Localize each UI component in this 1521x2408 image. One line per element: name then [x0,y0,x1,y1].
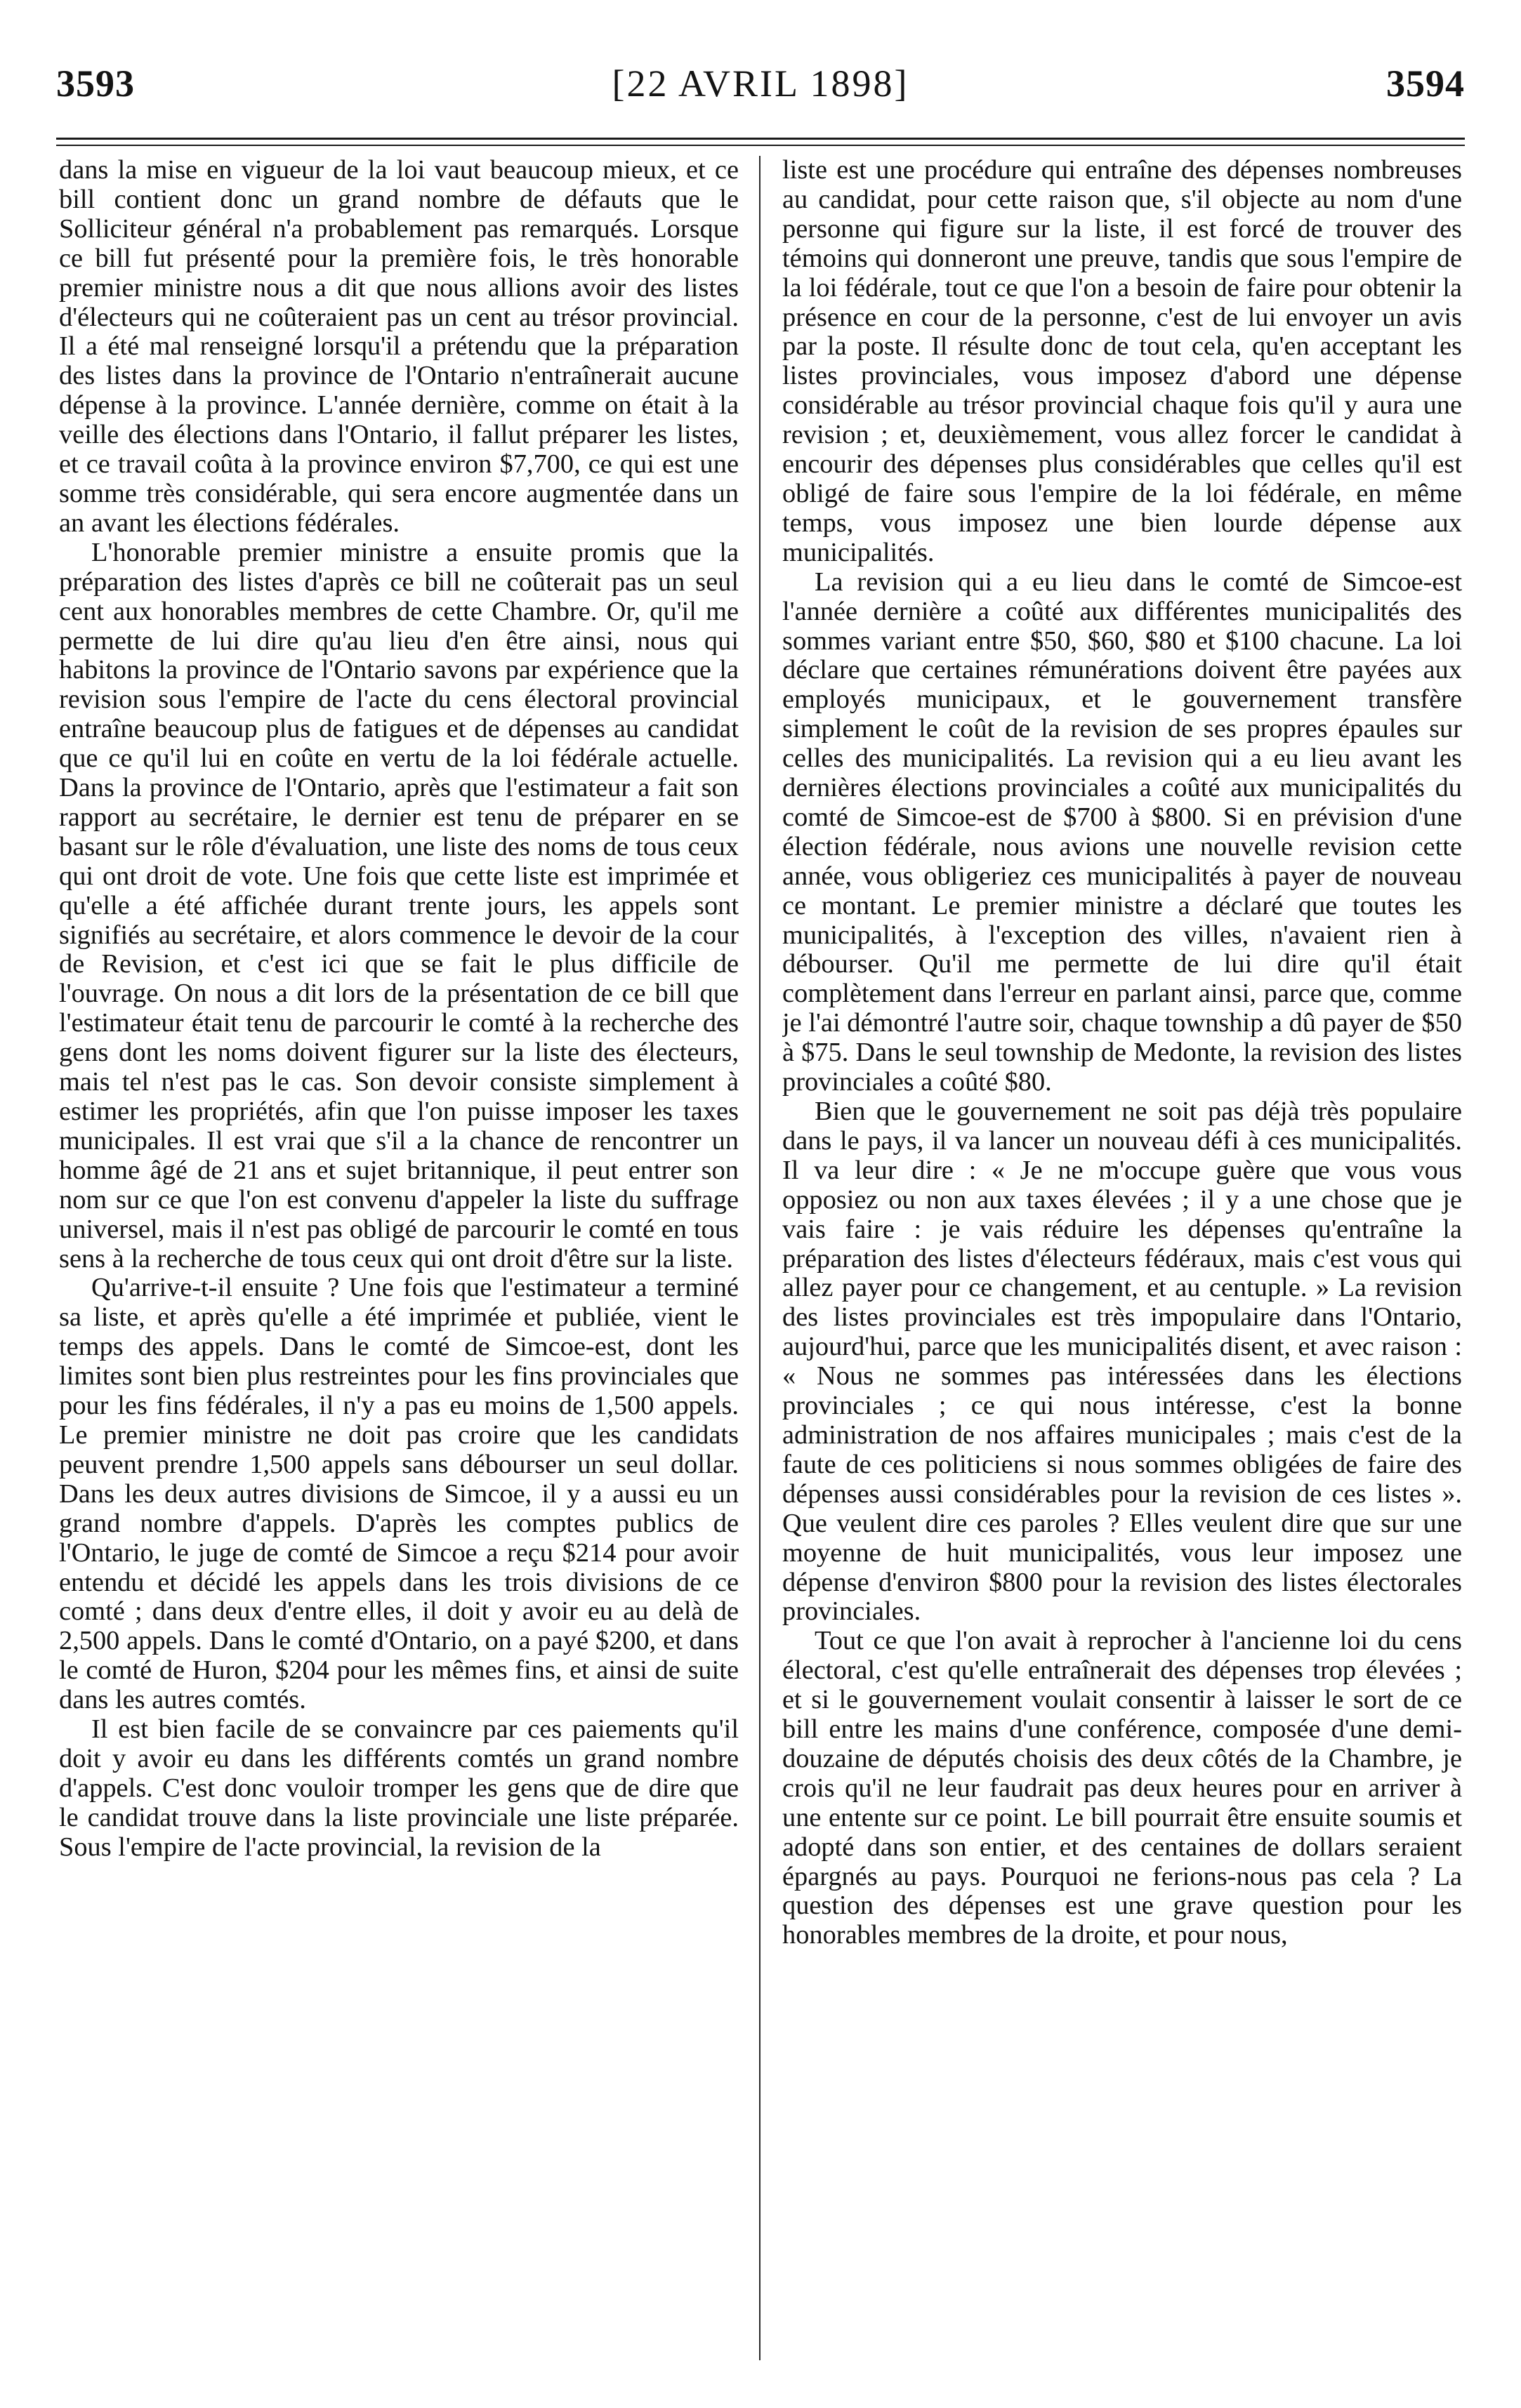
paragraph: Il est bien facile de se convaincre par ces paiements qu'il doit y avoir eu dans les différents comtés un grand nombre d'appels. C'est donc vouloir tromper les gens que de dire que le candidat trouve dans la liste provinciale une liste préparée. Sous l'empire de l'acte provincial, la revision de la [59,1714,739,1862]
left-column [59,156,739,2367]
paragraph: Tout ce que l'on avait à reprocher à l'ancienne loi du cens électoral, c'est qu'elle entraînerait des dépenses trop élevées ; et si le gouvernement voulait consentir à laisser le sort de ce bill entre les mains d'une conférence, composée d'une demi-douzaine de députés choisis des deux côtés de la Chambre, je crois qu'il ne leur faudrait pas deux heures pour en arriver à une entente sur ce point. Le bill pourrait être ensuite soumis et adopté dans son entier, et des centaines de dollars seraient épargnés au pays. Pourquoi ne ferions-nous pas cela ? La question des dépenses est une grave question pour les honorables membres de la droite, et pour nous, [782,1626,1462,1950]
paragraph: L'honorable premier ministre a ensuite promis que la préparation des listes d'après ce bill ne coûterait pas un seul cent aux honorables membres de cette Chambre. Or, qu'il me permette de lui dire qu'au lieu d'en être ainsi, nous qui habitons la province de l'Ontario savons par expérience que la revision sous l'empire de l'acte du cens électoral provincial entraîne beaucoup plus de fatigues et de dépenses au candidat que ce qu'il lui en coûte en vertu de la loi fédérale actuelle. Dans la province de l'Ontario, après que l'estimateur a fait son rapport au secrétaire, le dernier est tenu de préparer en se basant sur le rôle d'évaluation, une liste des noms de tous ceux qui ont droit de vote. Une fois que cette liste est imprimée et qu'elle a été affichée durant trente jours, les appels sont signifiés au secrétaire, et alors commence le devoir de la cour de Revision, et c'est ici que se fait le plus difficile de l'ouvrage. On nous a dit lors de la présentation de ce bill que l'estimateur était tenu de parcourir le comté à la recherche des gens dont les noms doivent figurer sur la liste des électeurs, mais tel n'est pas le cas. Son devoir consiste simplement à estimer les propriétés, afin que l'on puisse imposer les taxes municipales. Il est vrai que s'il a la chance de rencontrer un homme âgé de 21 ans et sujet britannique, il peut entrer son nom sur ce que l'on est convenu d'appeler la liste du suffrage universel, mais il n'est pas obligé de parcourir le comté en tous sens à la recherche de tous ceux qui ont droit d'être sur la liste. [59,537,739,1274]
paragraph: liste est une procédure qui entraîne des dépenses nombreuses au candidat, pour cette raison que, s'il objecte au nom d'une personne qui figure sur la liste, il est forcé de trouver des témoins qui donneront une preuve, tandis que sous l'empire de la loi fédérale, tout ce que l'on a besoin de faire pour obtenir la présence en cour de la personne, c'est de lui envoyer un avis par la poste. Il résulte donc de tout cela, qu'en acceptant les listes provinciales, vous imposez d'abord une dépense considérable au trésor provincial chaque fois qu'il y aura une revision ; et, deuxièmement, vous allez forcer le candidat à encourir des dépenses plus considérables que celles qu'il est obligé de faire sous l'empire de la loi fédérale, en même temps, vous imposez une bien lourde dépense aux municipalités. [782,156,1462,567]
paragraph: Qu'arrive-t-il ensuite ? Une fois que l'estimateur a terminé sa liste, et après qu'elle a été imprimée et publiée, vient le temps des appels. Dans le comté de Simcoe-est, dont les limites sont bien plus restreintes pour les fins provinciales que pour les fins fédérales, il n'y a pas eu moins de 1,500 appels. Le premier ministre ne doit pas croire que les candidats peuvent prendre 1,500 appels sans débourser un seul dollar. Dans les deux autres divisions de Simcoe, il y a aussi eu un grand nombre d'appels. D'après les comptes publics de l'Ontario, le juge de comté de Simcoe a reçu $214 pour avoir entendu et décidé les appels dans les trois divisions de ce comté ; dans deux d'entre elles, il doit y avoir eu au delà de 2,500 appels. Dans le comté d'Ontario, on a payé $200, et dans le comté de Huron, $204 pour les mêmes fins, et ainsi de suite dans les autres comtés. [59,1273,739,1715]
paragraph: dans la mise en vigueur de la loi vaut beaucoup mieux, et ce bill contient donc un grand nombre de défauts que le Solliciteur général n'a probablement pas remarqués. Lorsque ce bill fut présenté pour la première fois, le très honorable premier ministre nous a dit que nous allions avoir des listes d'électeurs qui ne coûteraient pas un cent au trésor provincial. Il a été mal renseigné lorsqu'il a prétendu que la préparation des listes dans la province de l'Ontario n'entraînerait aucune dépense à la province. L'année dernière, comme on était à la veille des élections dans l'Ontario, il fallut préparer les listes, et ce travail coûta à la province environ $7,700, ce qui est une somme très considérable, qui sera encore augmentée dans un an avant les élections fédérales. [59,156,739,538]
paragraph: Bien que le gouvernement ne soit pas déjà très populaire dans le pays, il va lancer un nouveau défi à ces municipalités. Il va leur dire : « Je ne m'occupe guère que vous vous opposiez ou non aux taxes élevées ; il y a une chose que je vais faire : je vais réduire les dépenses qu'entraîne la préparation des listes d'électeurs fédéraux, mais c'est vous qui allez payer pour ce changement, et au centuple. » La revision des listes provinciales est très impopulaire dans l'Ontario, aujourd'hui, parce que les municipalités disent, et avec raison : « Nous ne sommes pas intéressées dans les élections provinciales ; ce qui nous intéresse, c'est la bonne administration de nos affaires municipales ; mais c'est de la faute de ces politiciens si nous sommes obligées de faire des dépenses aussi considérables pour la revision de ces listes ». Que veulent dire ces paroles ? Elles veulent dire que sur une moyenne de huit municipalités, vous leur imposez une dépense d'environ $800 pour la revision des listes électorales provinciales. [782,1097,1462,1627]
header-rule [56,138,1465,140]
page-number-right: 3594 [1386,62,1465,105]
column-divider [759,156,760,2360]
page-header [56,59,1465,108]
header-rule-secondary [56,145,1465,146]
header-date: [22 AVRIL 1898] [612,62,909,105]
page-number-left: 3593 [56,62,135,105]
right-column [782,156,1462,2367]
paragraph: La revision qui a eu lieu dans le comté de Simcoe-est l'année dernière a coûté aux différentes municipalités des sommes variant entre $50, $60, $80 et $100 chacune. La loi déclare que certaines rémunérations doivent être payées aux employés municipaux, et le gouvernement transfère simplement le coût de la revision de ses propres épaules sur celles des municipalités. La revision qui a eu lieu avant les dernières élections provinciales a coûté aux municipalités du comté de Simcoe-est de $700 à $800. Si en prévision d'une élection fédérale, nous avions une nouvelle revision cette année, vous obligeriez ces municipalités à payer de nouveau ce montant. Le premier ministre a déclaré que toutes les municipalités, à l'exception des villes, n'avaient rien à débourser. Qu'il me permette de lui dire qu'il était complètement dans l'erreur en parlant ainsi, parce que, comme je l'ai démontré l'autre soir, chaque township a dû payer de $50 à $75. Dans le seul township de Medonte, la revision des listes provinciales a coûté $80. [782,567,1462,1097]
